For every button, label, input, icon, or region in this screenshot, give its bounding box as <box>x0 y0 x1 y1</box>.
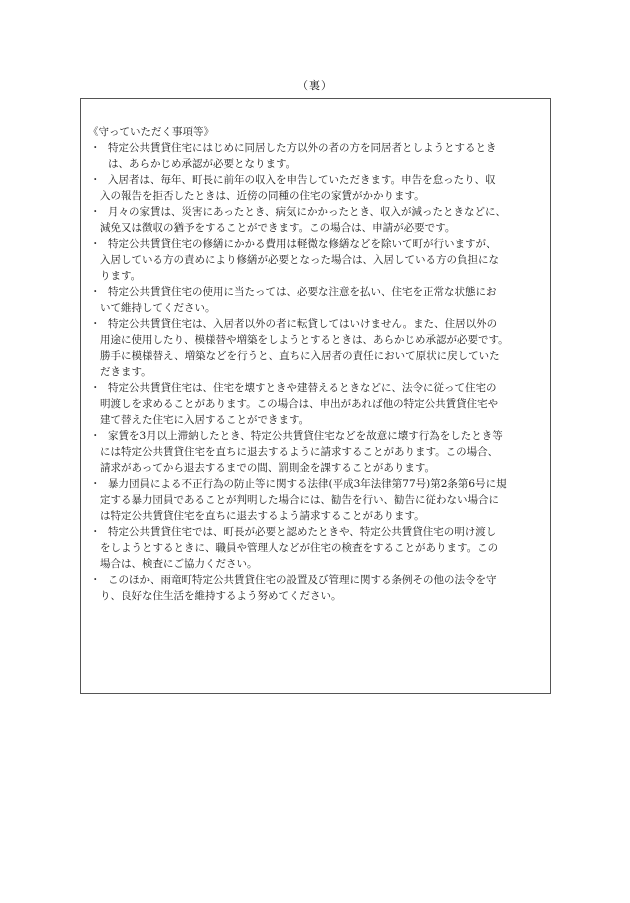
notice-item-line <box>81 204 552 220</box>
notice-item-text: 入居している方の責めにより修繕が必要となった場合は、入居している方の負担にな <box>100 254 499 266</box>
notice-item-text: 入居者は、毎年、町長に前年の収入を申告していただきます。申告を怠ったり、収 <box>108 174 496 186</box>
section-title: 《守っていただく事項等》 <box>88 126 214 138</box>
notice-item-text: 特定公共賃貸住宅は、住宅を壊すときや建替えるときなどに、法令に従って住宅の <box>108 382 497 394</box>
notice-item-text: 特定公共賃貸住宅では、町長が必要と認めたときや、特定公共賃貸住宅の明け渡し <box>108 526 497 538</box>
notice-item-text: 用途に使用したり、模様替や増築をしようとするときは、あらかじめ承認が必要です。 <box>100 334 509 346</box>
notice-item-line <box>81 588 552 604</box>
bullet-mark: ・ <box>90 142 101 154</box>
notice-item-text: 特定公共賃貸住宅は、入居者以外の者に転貸してはいけません。また、住居以外の <box>108 318 498 330</box>
notice-box <box>80 98 551 694</box>
notice-item-text: 定する暴力団員であることが判明した場合には、勧告を行い、勧告に従わない場合に <box>100 494 499 506</box>
notice-item-line <box>81 188 552 204</box>
notice-item-text: 場合は、検査にご協力ください。 <box>100 558 258 570</box>
notice-item-line <box>81 444 552 460</box>
bullet-mark: ・ <box>90 174 101 186</box>
bullet-mark: ・ <box>90 526 101 538</box>
notice-item-text: には特定公共賃貸住宅を直ちに退去するように請求することがあります。この場合、 <box>100 446 499 458</box>
notice-item-line <box>81 156 552 172</box>
notice-item-line <box>81 348 552 364</box>
notice-item-text: 特定公共賃貸住宅の修繕にかかる費用は軽微な修繕などを除いて町が行いますが、 <box>108 238 497 250</box>
notice-item-text: 月々の家賃は、災害にあったとき、病気にかかったとき、収入が減ったときなどに、 <box>108 206 507 218</box>
notice-item-line <box>81 540 552 556</box>
notice-item-text: だきます。 <box>100 366 152 378</box>
notice-item-text: 入の報告を拒否したときは、近傍の同種の住宅の家賃がかかります。 <box>100 190 425 202</box>
notice-item-text: 特定公共賃貸住宅の使用に当たっては、必要な注意を払い、住宅を正常な状態にお <box>108 286 497 298</box>
bullet-mark: ・ <box>90 574 101 586</box>
notice-item-line <box>81 300 552 316</box>
notice-item-text: 特定公共賃貸住宅にはじめに同居した方以外の者の方を同居者としようとするとき <box>108 142 497 154</box>
bullet-mark: ・ <box>90 430 101 442</box>
notice-item-text: 明渡しを求めることがあります。この場合は、申出があれば他の特定公共賃貸住宅や <box>100 398 499 410</box>
notice-item-text: をしようとするときに、職員や管理人などが住宅の検査をすることがあります。この <box>100 542 499 554</box>
bullet-mark: ・ <box>90 478 101 490</box>
notice-item-text: 家賃を3月以上滞納したとき、特定公共賃貸住宅などを故意に壊す行為をしたとき等 <box>108 430 503 442</box>
notice-item-line <box>81 332 552 348</box>
bullet-mark: ・ <box>90 286 101 298</box>
notice-item-text: このほか、雨竜町特定公共賃貸住宅の設置及び管理に関する条例その他の法令を守 <box>108 574 497 586</box>
bullet-mark: ・ <box>90 382 101 394</box>
notice-item-text: は特定公共賃貸住宅を直ちに退去するよう請求することがあります。 <box>100 510 425 522</box>
notice-item-line <box>81 364 552 380</box>
notice-item-text: 減免又は徴収の猶予をすることができます。この場合は、申請が必要です。 <box>100 222 456 234</box>
notice-item-text: り、良好な住生活を維持するよう努めてください。 <box>100 590 342 602</box>
bullet-mark: ・ <box>90 238 101 250</box>
notice-item-line <box>81 524 552 540</box>
notice-item-text: 勝手に模様替え、増築などを行うと、直ちに入居者の責任において原状に戻していた <box>100 350 500 362</box>
notice-item-line <box>81 380 552 396</box>
bullet-mark: ・ <box>90 318 101 330</box>
page-side-label: （裏） <box>297 79 333 92</box>
notice-item-text: 建て替えた住宅に入居することができます。 <box>100 414 310 426</box>
notice-item-line <box>81 428 552 444</box>
notice-item-line <box>81 316 552 332</box>
notice-item-line <box>81 556 552 572</box>
notice-item-text: 請求があってから退去するまでの間、罰則金を課することがあります。 <box>100 462 436 474</box>
notice-item-line <box>81 172 552 188</box>
notice-item-text: ります。 <box>100 270 142 282</box>
notice-item-line <box>81 572 552 588</box>
notice-item-text: 暴力団員による不正行為の防止等に関する法律(平成3年法律第77号)第2条第6号に規 <box>108 478 507 490</box>
notice-item-line <box>81 236 552 252</box>
notice-item-line <box>81 268 552 284</box>
notice-item-line <box>81 220 552 236</box>
bullet-mark: ・ <box>90 206 101 218</box>
notice-item-line <box>81 508 552 524</box>
notice-item-line <box>81 252 552 268</box>
notice-item-line <box>81 412 552 428</box>
notice-item-line <box>81 460 552 476</box>
notice-item-line <box>81 284 552 300</box>
notice-item-text: は、あらかじめ承認が必要となります。 <box>108 158 297 170</box>
notice-item-line <box>81 140 552 156</box>
notice-item-line <box>81 492 552 508</box>
notice-item-line <box>81 396 552 412</box>
notice-item-text: いて維持してください。 <box>100 302 216 314</box>
notice-item-line <box>81 476 552 492</box>
